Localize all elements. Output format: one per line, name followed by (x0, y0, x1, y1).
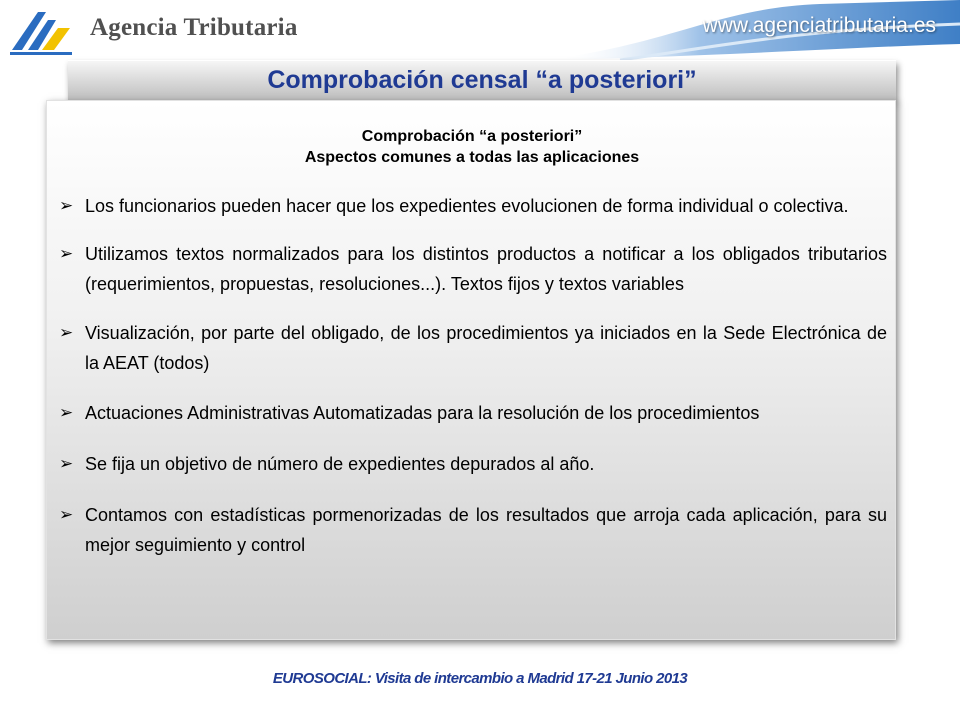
bullet-text: Actuaciones Administrativas Automatizadas para la resolución de los procedimientos (85, 403, 760, 423)
arrow-bullet-icon: ➢ (59, 196, 74, 215)
list-item (59, 449, 887, 479)
list-item (59, 398, 887, 428)
bullet-text: Utilizamos textos normalizados para los distintos productos a notificar a los obligados tributarios (requerimientos, propuestas, resoluciones...). Textos fijos y textos variables (85, 244, 887, 294)
site-url-link[interactable]: www.agenciatributaria.es (702, 14, 936, 37)
subtitle-line-2: Aspectos comunes a todas las aplicaciones (304, 149, 640, 166)
bullet-text: Visualización, por parte del obligado, de los procedimientos ya iniciados en la Sede Electrónica de la AEAT (todos) (85, 323, 887, 373)
agencia-tributaria-logo-icon (8, 6, 74, 56)
bullet-text: Se fija un objetivo de número de expedientes depurados al año. (85, 454, 595, 474)
content-box (46, 100, 896, 640)
slide-title-bar (68, 60, 896, 101)
list-item (59, 318, 887, 378)
arrow-bullet-icon: ➢ (59, 505, 74, 524)
slide-title: Comprobación censal “a posteriori” (267, 66, 697, 94)
arrow-bullet-icon: ➢ (59, 323, 74, 342)
subtitle-line-1: Comprobación “a posteriori” (361, 128, 583, 145)
list-item (59, 500, 887, 560)
arrow-bullet-icon: ➢ (59, 454, 74, 473)
list-item (59, 239, 887, 299)
arrow-bullet-icon: ➢ (59, 244, 74, 263)
footer-caption: EUROSOCIAL: Visita de intercambio a Madrid 17-21 Junio 2013 (272, 670, 688, 687)
bullet-text: Los funcionarios pueden hacer que los expedientes evolucionen de forma individual o colectiva. (85, 196, 849, 216)
agency-name: Agencia Tributaria (90, 14, 298, 41)
header (0, 0, 960, 60)
bullet-list (59, 191, 887, 560)
list-item (59, 191, 887, 221)
bullet-text: Contamos con estadísticas pormenorizadas de los resultados que arroja cada aplicación, para su mejor seguimiento y control (85, 505, 887, 555)
arrow-bullet-icon: ➢ (59, 403, 74, 422)
